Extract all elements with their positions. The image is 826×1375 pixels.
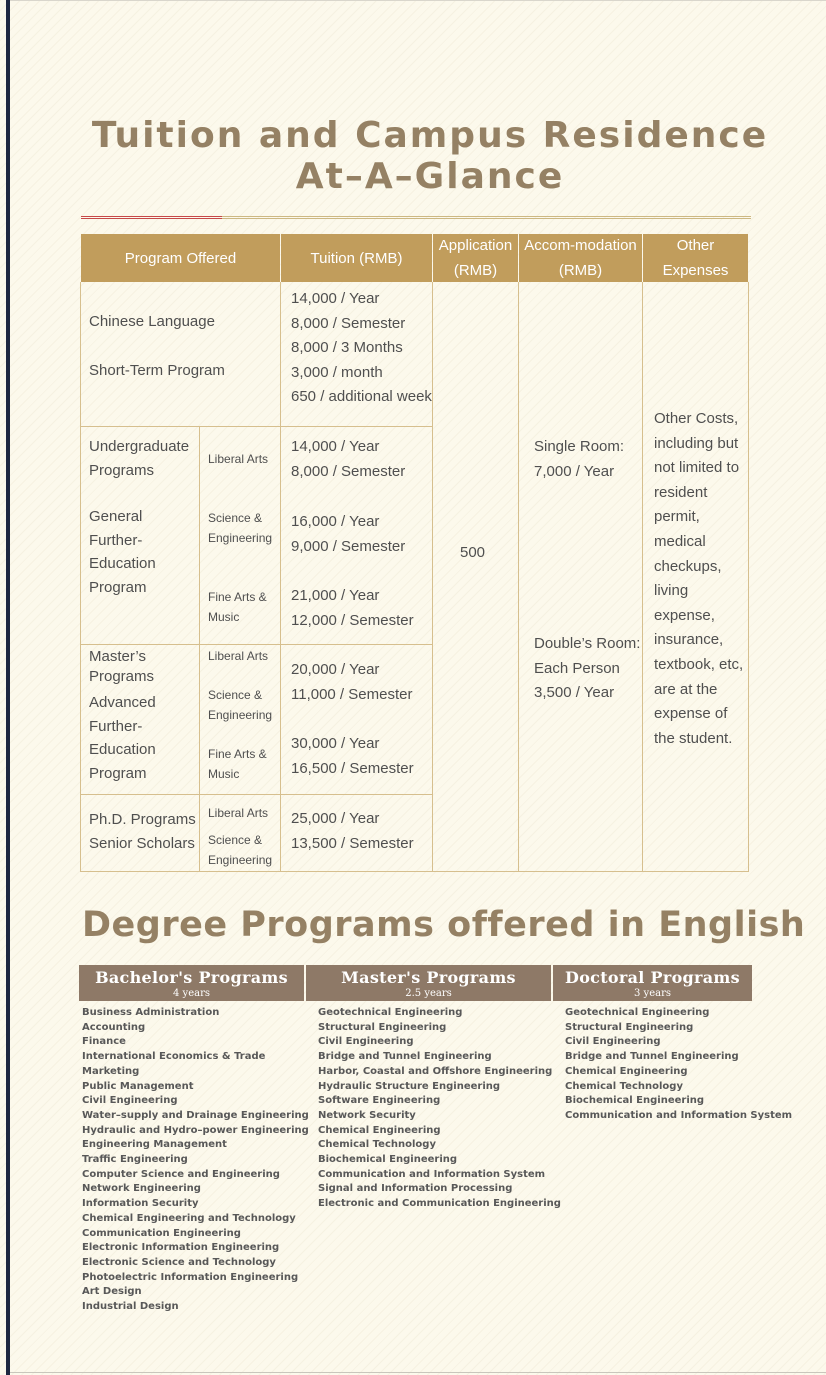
ms-tuition-liberal-science [291, 658, 412, 707]
program-item: Software Engineering [318, 1095, 441, 1107]
ug-tuition-liberal-arts [291, 435, 405, 484]
program-item: Communication and Information System [318, 1168, 546, 1180]
program-item: Electronic and Communication Engineering [318, 1198, 561, 1210]
doctoral-header [553, 965, 752, 1001]
ug-field-science-engineering [208, 509, 272, 548]
accommodation-line: 3,500 / Year [534, 684, 615, 702]
short-term-program-label: Short-Term Program [89, 362, 225, 379]
program-item: Structural Engineering [318, 1021, 447, 1033]
program-item: Harbor, Coastal and Offshore Engineering [318, 1065, 553, 1077]
tuition-line: 9,000 / Semester [291, 537, 406, 555]
program-line: Program [89, 578, 147, 596]
note-line: expense of [654, 705, 728, 723]
tuition-line: 30,000 / Year [291, 735, 380, 752]
tuition-line: 8,000 / Semester [291, 462, 406, 480]
table-divider-field [199, 426, 200, 872]
note-line: textbook, etc, [654, 655, 744, 673]
row-divider-3 [80, 794, 433, 795]
note-line: expense, [654, 606, 715, 624]
field-line: Science & [208, 833, 263, 847]
note-line: medical [654, 532, 706, 550]
program-line: Ph.D. Programs [89, 811, 196, 828]
program-line: Programs [89, 461, 155, 479]
program-item: Information Security [82, 1198, 199, 1210]
header-application [433, 234, 518, 282]
field-line: Engineering [208, 852, 273, 867]
program-item: Industrial Design [82, 1301, 179, 1313]
page-title [80, 115, 780, 197]
bachelor-title: Bachelor's Programs [95, 968, 288, 987]
field-line: Music [208, 609, 240, 624]
degree-programs-title: Degree Programs offered in English [82, 905, 806, 945]
program-item: Geotechnical Engineering [318, 1007, 463, 1018]
program-item: Art Design [82, 1286, 142, 1298]
program-item: Civil Engineering [318, 1036, 414, 1048]
program-item: Network Engineering [82, 1183, 201, 1195]
note-line: checkups, [654, 557, 722, 575]
table-divider-application [518, 282, 519, 872]
masters-programs-label [89, 647, 154, 686]
program-item: Biochemical Engineering [318, 1154, 458, 1166]
field-line: Music [208, 766, 240, 781]
doctoral-years: 3 years [634, 988, 671, 999]
program-item: Electronic Information Engineering [82, 1242, 280, 1254]
program-item: Public Management [82, 1080, 194, 1092]
field-line: Fine Arts & [208, 747, 267, 761]
header-program [81, 234, 280, 282]
table-border-left [80, 282, 81, 872]
phd-programs-label [89, 808, 196, 855]
tuition-line: 12,000 / Semester [291, 611, 414, 629]
program-item: Bridge and Tunnel Engineering [565, 1051, 739, 1063]
note-line: resident [654, 483, 708, 501]
application-fee: 500 [460, 544, 486, 561]
doctoral-title: Doctoral Programs [565, 968, 740, 987]
master-header [306, 965, 551, 1001]
bachelor-program-list [82, 1006, 309, 1315]
master-title: Master's Programs [341, 968, 516, 987]
field-line: Fine Arts & [208, 590, 267, 604]
tuition-line: 16,500 / Semester [291, 759, 414, 777]
program-line: Advanced [89, 694, 156, 711]
program-item: Chemical Engineering [565, 1065, 688, 1077]
program-item: Traffic Engineering [82, 1154, 188, 1166]
field-line: Engineering [208, 707, 273, 722]
other-expenses-note [654, 407, 743, 751]
program-item: Chemical Technology [318, 1139, 436, 1151]
note-line: Other Costs, [654, 410, 739, 427]
row-divider-1 [80, 426, 433, 427]
note-line: including but [654, 434, 739, 452]
program-line: Master’s [89, 648, 146, 665]
phd-tuition [291, 807, 414, 856]
accommodation-line: Each Person [534, 659, 620, 677]
program-item: Chemical Engineering and Technology [82, 1212, 296, 1224]
accommodation-line: Single Room: [534, 438, 625, 455]
program-line: Senior Scholars [89, 834, 195, 852]
ug-tuition-science-engineering [291, 510, 405, 559]
header-tuition-label: Tuition (RMB) [310, 249, 403, 267]
program-item: Hydraulic Structure Engineering [318, 1080, 501, 1092]
note-line: living [654, 582, 689, 600]
program-line: General [89, 508, 143, 525]
program-item: Civil Engineering [565, 1036, 661, 1048]
left-border-bar [6, 0, 10, 1375]
header-accommodation-line1: Accom-modation [524, 237, 637, 254]
undergraduate-programs-label [89, 435, 189, 482]
header-tuition [281, 234, 432, 282]
program-item: Engineering Management [82, 1139, 227, 1151]
program-item: Photoelectric Information Engineering [82, 1271, 299, 1283]
program-item: Communication and Information System [565, 1109, 793, 1121]
ug-tuition-fine-arts-music [291, 584, 414, 633]
note-line: permit, [654, 508, 700, 526]
accommodation-single-room [534, 435, 624, 484]
program-item: Accounting [82, 1021, 146, 1033]
header-program-label: Program Offered [124, 249, 237, 267]
tuition-line: 20,000 / Year [291, 661, 380, 678]
accommodation-double-room [534, 632, 640, 706]
program-line: Further- [89, 717, 143, 735]
ms-tuition-fine-arts-music [291, 732, 414, 781]
doctoral-program-list [565, 1006, 792, 1124]
tuition-line: 11,000 / Semester [291, 685, 413, 703]
title-rule [222, 216, 751, 219]
program-item: Business Administration [82, 1007, 220, 1018]
program-item: Structural Engineering [565, 1021, 694, 1033]
ug-field-fine-arts-music [208, 588, 267, 627]
ms-field-liberal-arts [208, 647, 268, 667]
master-years: 2.5 years [405, 988, 452, 999]
phd-field-science-engineering [208, 831, 272, 870]
program-item: Civil Engineering [82, 1095, 178, 1107]
program-item: Network Security [318, 1109, 416, 1121]
field-line: Liberal Arts [208, 806, 269, 820]
field-line: Liberal Arts [208, 452, 269, 466]
program-line: Education [89, 555, 156, 572]
accommodation-line: Double’s Room: [534, 635, 641, 652]
chinese-language-label: Chinese Language [89, 313, 215, 330]
title-rule-accent [81, 216, 222, 219]
program-item: Biochemical Engineering [565, 1095, 705, 1107]
accommodation-line: 7,000 / Year [534, 462, 615, 480]
tuition-line: 8,000 / Semester [291, 314, 406, 332]
ug-field-liberal-arts [208, 450, 268, 470]
program-line: Program [89, 764, 147, 782]
program-item: Electronic Science and Technology [82, 1256, 276, 1268]
ms-field-fine-arts-music [208, 745, 267, 784]
program-item: Chemical Engineering [318, 1124, 441, 1136]
note-line: the student. [654, 729, 733, 747]
header-accommodation-line2: (RMB) [558, 262, 603, 279]
bachelor-years: 4 years [173, 988, 210, 999]
header-other-line1: Other [676, 237, 715, 254]
program-item: Bridge and Tunnel Engineering [318, 1051, 492, 1063]
bachelor-header [79, 965, 304, 1001]
program-item: Communication Engineering [82, 1227, 241, 1239]
header-application-line2: (RMB) [453, 262, 498, 279]
general-further-education-label [89, 505, 156, 599]
program-item: Marketing [82, 1065, 140, 1077]
program-item: Water–supply and Drainage Engineering [82, 1109, 309, 1121]
program-item: Chemical Technology [565, 1080, 683, 1092]
page-title-line1: Tuition and Campus Residence [91, 115, 769, 156]
field-line: Liberal Arts [208, 649, 269, 663]
program-line: Undergraduate [89, 438, 190, 455]
program-line: Programs [89, 667, 155, 685]
program-item: Finance [82, 1036, 126, 1048]
tuition-line: 25,000 / Year [291, 810, 380, 827]
program-item: Hydraulic and Hydro–power Engineering [82, 1124, 309, 1136]
table-divider-tuition [432, 282, 433, 872]
program-item: Geotechnical Engineering [565, 1007, 710, 1018]
table-border-bottom [80, 871, 749, 872]
header-accommodation [519, 234, 642, 282]
note-line: are at the [654, 680, 718, 698]
tuition-line: 13,500 / Semester [291, 834, 414, 852]
tuition-line: 8,000 / 3 Months [291, 339, 403, 357]
table-divider-accommodation [642, 282, 643, 872]
program-item: International Economics & Trade [82, 1051, 266, 1063]
program-line: Further- [89, 531, 143, 549]
field-line: Engineering [208, 530, 273, 545]
tuition-line: 16,000 / Year [291, 513, 380, 530]
phd-field-liberal-arts [208, 804, 268, 824]
tuition-line: 21,000 / Year [291, 587, 380, 604]
top-border-line [10, 0, 826, 1]
ms-field-science-engineering [208, 686, 272, 725]
chinese-tuition [291, 287, 432, 410]
tuition-line: 14,000 / Year [291, 438, 380, 455]
tuition-line: 650 / additional week [291, 388, 432, 406]
header-application-line1: Application [438, 237, 513, 254]
bottom-border-line [10, 1372, 826, 1373]
advanced-further-education-label [89, 691, 156, 785]
note-line: insurance, [654, 631, 724, 649]
table-border-right [748, 282, 749, 872]
field-line: Science & [208, 688, 263, 702]
program-item: Signal and Information Processing [318, 1183, 513, 1195]
program-item: Computer Science and Engineering [82, 1168, 280, 1180]
note-line: not limited to [654, 459, 740, 477]
header-other-line2: Expenses [662, 262, 729, 279]
master-program-list [318, 1006, 561, 1212]
program-line: Education [89, 741, 156, 758]
field-line: Science & [208, 511, 263, 525]
row-divider-2 [80, 644, 433, 645]
page-title-line2: At–A–Glance [295, 156, 565, 197]
table-divider-program [280, 282, 281, 872]
tuition-line: 3,000 / month [291, 363, 383, 381]
header-other-expenses [643, 234, 748, 282]
tuition-line: 14,000 / Year [291, 290, 380, 307]
